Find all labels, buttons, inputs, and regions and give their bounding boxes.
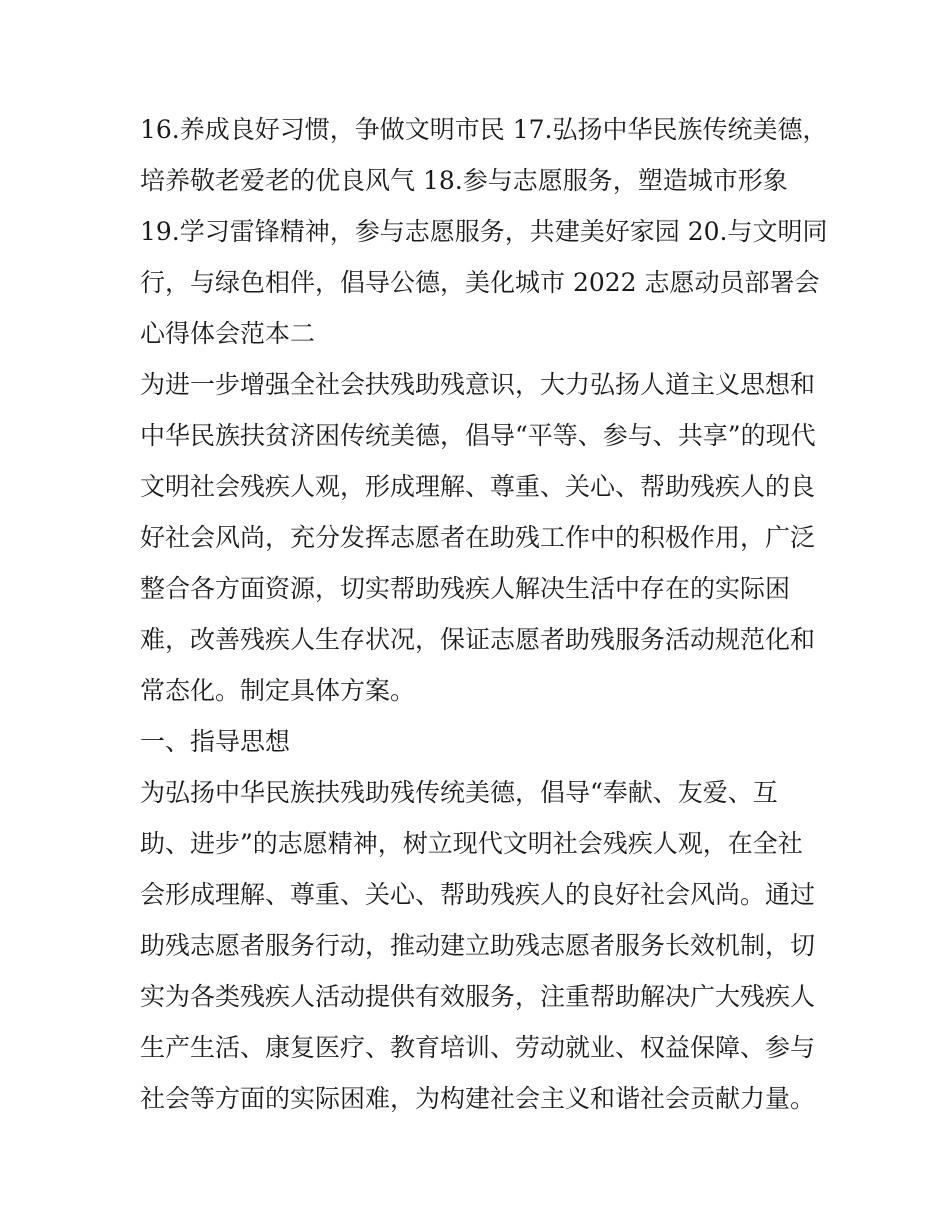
text-line-16: 会形成理解、尊重、关心、帮助残疾人的良好社会风尚。通过 [140,880,816,909]
text-line-10: 整合各方面资源，切实帮助残疾人解决生活中存在的实际困 [140,574,791,603]
text-line-11: 难，改善残疾人生存状况，保证志愿者助残服务活动规范化和 [140,625,816,654]
text-line-9: 好社会风尚，充分发挥志愿者在助残工作中的积极作用，广泛 [140,523,816,552]
section-title-template-two: 心得体会范本二 [140,319,316,348]
text-line-3: 19.学习雷锋精神，参与志愿服务，共建美好家园 20.与文明同 [140,217,828,246]
heading-guiding-ideology: 一、指导思想 [140,727,291,756]
text-line-15: 助、进步”的志愿精神，树立现代文明社会残疾人观，在全社 [140,829,803,858]
text-line-7: 中华民族扶贫济困传统美德，倡导“平等、参与、共享”的现代 [140,421,816,450]
text-line-19: 生产生活、康复医疗、教育培训、劳动就业、权益保障、参与 [140,1033,816,1062]
text-line-1: 16.养成良好习惯，争做文明市民 17.弘扬中华民族传统美德， [140,115,828,144]
text-line-18: 实为各类残疾人活动提供有效服务，注重帮助解决广大残疾人 [140,982,816,1011]
text-line-12: 常态化。制定具体方案。 [140,676,416,705]
text-line-6: 为进一步增强全社会扶残助残意识，大力弘扬人道主义思想和 [140,370,816,399]
text-line-8: 文明社会残疾人观，形成理解、尊重、关心、帮助残疾人的良 [140,472,816,501]
text-line-20: 社会等方面的实际困难，为构建社会主义和谐社会贡献力量。 [140,1084,816,1113]
text-line-17: 助残志愿者服务行动，推动建立助残志愿者服务长效机制，切 [140,931,816,960]
text-line-14: 为弘扬中华民族扶残助残传统美德，倡导“奉献、友爱、互 [140,778,778,807]
text-line-2: 培养敬老爱老的优良风气 18.参与志愿服务，塑造城市形象 [140,166,788,195]
text-line-4: 行，与绿色相伴，倡导公德，美化城市 2022 志愿动员部署会 [140,268,820,297]
